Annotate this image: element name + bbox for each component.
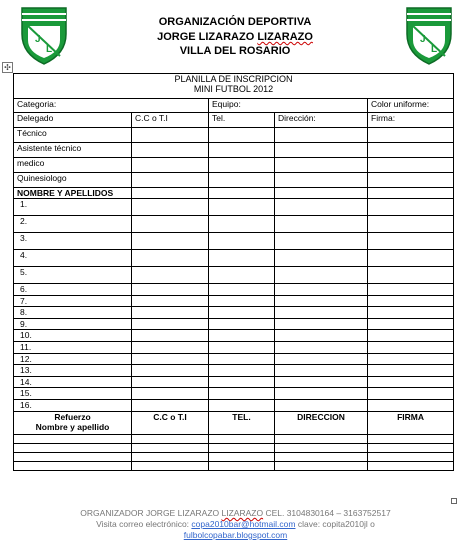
players-header: NOMBRE Y APELLIDOS [14,188,132,199]
player-cell[interactable] [275,233,368,250]
player-cell[interactable] [209,250,275,267]
player-number[interactable]: 11. [14,341,132,353]
org-title: ORGANIZACIÓN DEPORTIVA [158,16,312,28]
player-cell[interactable] [132,376,209,388]
player-number[interactable]: 8. [14,307,132,319]
player-cell[interactable] [132,388,209,400]
club-logo-right [404,4,454,66]
player-row [14,353,454,365]
table-move-handle[interactable]: ✣ [2,62,13,73]
col-refuerzo-firma: FIRMA [368,411,454,434]
role-row [14,143,454,158]
player-number[interactable]: 2. [14,216,132,233]
refuerzo-row [14,461,454,470]
player-cell[interactable] [209,388,275,400]
player-cell[interactable] [209,233,275,250]
refuerzo-row [14,452,454,461]
col-refuerzo-tel: TEL. [209,411,275,434]
player-cell[interactable] [209,330,275,342]
player-number[interactable]: 16. [14,399,132,411]
player-cell[interactable] [275,284,368,296]
player-row [14,199,454,216]
player-cell[interactable] [275,267,368,284]
registration-form [13,73,454,471]
player-cell[interactable] [209,365,275,377]
player-row [14,318,454,330]
player-cell[interactable] [275,399,368,411]
player-cell[interactable] [368,376,454,388]
form-title-row [14,74,454,99]
player-cell[interactable] [275,353,368,365]
players-header-row [14,188,454,199]
col-refuerzo-cc: C.C o T.I [132,411,209,434]
form-title: PLANILLA DE INSCRIPCION MINI FUTBOL 2012 [14,74,454,99]
role-label[interactable]: Quinesiologo [14,173,132,188]
player-cell[interactable] [368,353,454,365]
player-row [14,365,454,377]
player-number[interactable]: 1. [14,199,132,216]
player-cell[interactable] [368,233,454,250]
player-cell[interactable] [368,295,454,307]
header-row [14,113,454,128]
logo-letter: J [420,34,426,45]
col-tel[interactable]: Tel. [209,113,275,128]
player-cell[interactable] [368,199,454,216]
player-cell[interactable] [209,307,275,319]
role-row [14,128,454,143]
player-number[interactable]: 5. [14,267,132,284]
player-row [14,267,454,284]
meta-row [14,99,454,113]
logo-letter: L [46,44,53,55]
player-number[interactable]: 4. [14,250,132,267]
player-cell[interactable] [132,267,209,284]
player-cell[interactable] [368,307,454,319]
player-number[interactable]: 10. [14,330,132,342]
player-cell[interactable] [368,267,454,284]
logo-letter: J [35,34,41,45]
player-cell[interactable] [209,267,275,284]
player-cell[interactable] [132,399,209,411]
player-cell[interactable] [132,216,209,233]
email-link[interactable]: copa2010bar@hotmail.com [191,519,296,529]
player-row [14,295,454,307]
role-label[interactable]: Asistente técnico [14,143,132,158]
player-cell[interactable] [275,376,368,388]
player-cell[interactable] [368,330,454,342]
player-number[interactable]: 7. [14,295,132,307]
player-cell[interactable] [368,216,454,233]
player-row [14,330,454,342]
player-cell[interactable] [209,295,275,307]
player-cell[interactable] [132,307,209,319]
player-number[interactable]: 14. [14,376,132,388]
player-row [14,399,454,411]
player-cell[interactable] [209,376,275,388]
player-cell[interactable] [275,365,368,377]
col-refuerzo-direccion: DIRECCION [275,411,368,434]
player-cell[interactable] [209,216,275,233]
player-cell[interactable] [368,341,454,353]
player-row [14,376,454,388]
refuerzo-row [14,434,454,443]
player-cell[interactable] [132,250,209,267]
player-cell[interactable] [368,250,454,267]
table-resize-handle[interactable] [451,498,457,504]
player-cell[interactable] [132,365,209,377]
player-cell[interactable] [132,330,209,342]
player-row [14,341,454,353]
player-cell[interactable] [368,284,454,296]
player-cell[interactable] [132,199,209,216]
player-row [14,250,454,267]
player-cell[interactable] [368,399,454,411]
player-cell[interactable] [209,199,275,216]
player-row [14,284,454,296]
categoria-field[interactable]: Categoria: [14,99,209,113]
player-number[interactable]: 15. [14,388,132,400]
col-refuerzo: Refuerzo Nombre y apellido [14,411,132,434]
player-cell[interactable] [275,330,368,342]
player-number[interactable]: 3. [14,233,132,250]
player-cell[interactable] [132,318,209,330]
footer-email: Visita correo electrónico: copa2010bar@hotmail.com clave: copita2010jl o [96,519,375,529]
refuerzo-row [14,443,454,452]
org-location: VILLA DEL ROSARIO [179,45,291,57]
player-cell[interactable] [209,341,275,353]
refuerzo-header-row [14,411,454,434]
player-number[interactable]: 9. [14,318,132,330]
role-row [14,173,454,188]
player-cell[interactable] [132,295,209,307]
player-cell[interactable] [275,307,368,319]
footer-blog[interactable] [0,530,471,540]
player-cell[interactable] [132,353,209,365]
player-cell[interactable] [209,318,275,330]
player-cell[interactable] [368,388,454,400]
player-cell[interactable] [132,284,209,296]
player-row [14,307,454,319]
col-cc[interactable]: C.C o T.I [132,113,209,128]
player-cell[interactable] [368,365,454,377]
col-firma[interactable]: Firma: [368,113,454,128]
player-cell[interactable] [132,341,209,353]
players-list [14,199,454,412]
logo-letter: L [431,44,438,55]
club-logo-left [19,4,69,66]
role-label[interactable]: medico [14,158,132,173]
equipo-field[interactable]: Equipo: [209,99,368,113]
player-number[interactable]: 12. [14,353,132,365]
player-row [14,216,454,233]
color-field[interactable]: Color uniforme: [368,99,454,113]
player-cell[interactable] [209,284,275,296]
player-cell[interactable] [275,250,368,267]
player-number[interactable]: 6. [14,284,132,296]
player-row [14,388,454,400]
blog-link[interactable]: fulbolcopabar.blogspot.com [183,530,288,540]
player-cell[interactable] [209,353,275,365]
col-delegado[interactable]: Delegado [14,113,132,128]
player-cell[interactable] [275,199,368,216]
org-name: JORGE LIZARAZO LIZARAZO [157,31,313,43]
role-row [14,158,454,173]
player-cell[interactable] [132,233,209,250]
player-number[interactable]: 13. [14,365,132,377]
player-cell[interactable] [275,216,368,233]
player-cell[interactable] [275,388,368,400]
player-cell[interactable] [275,318,368,330]
player-cell[interactable] [275,295,368,307]
player-row [14,233,454,250]
player-cell[interactable] [275,341,368,353]
role-label[interactable]: Técnico [14,128,132,143]
player-cell[interactable] [368,318,454,330]
col-direccion[interactable]: Dirección: [275,113,368,128]
player-cell[interactable] [209,399,275,411]
footer-organizer: ORGANIZADOR JORGE LIZARAZO LIZARAZO CEL. 3104830164 – 3163752517 [80,508,391,518]
